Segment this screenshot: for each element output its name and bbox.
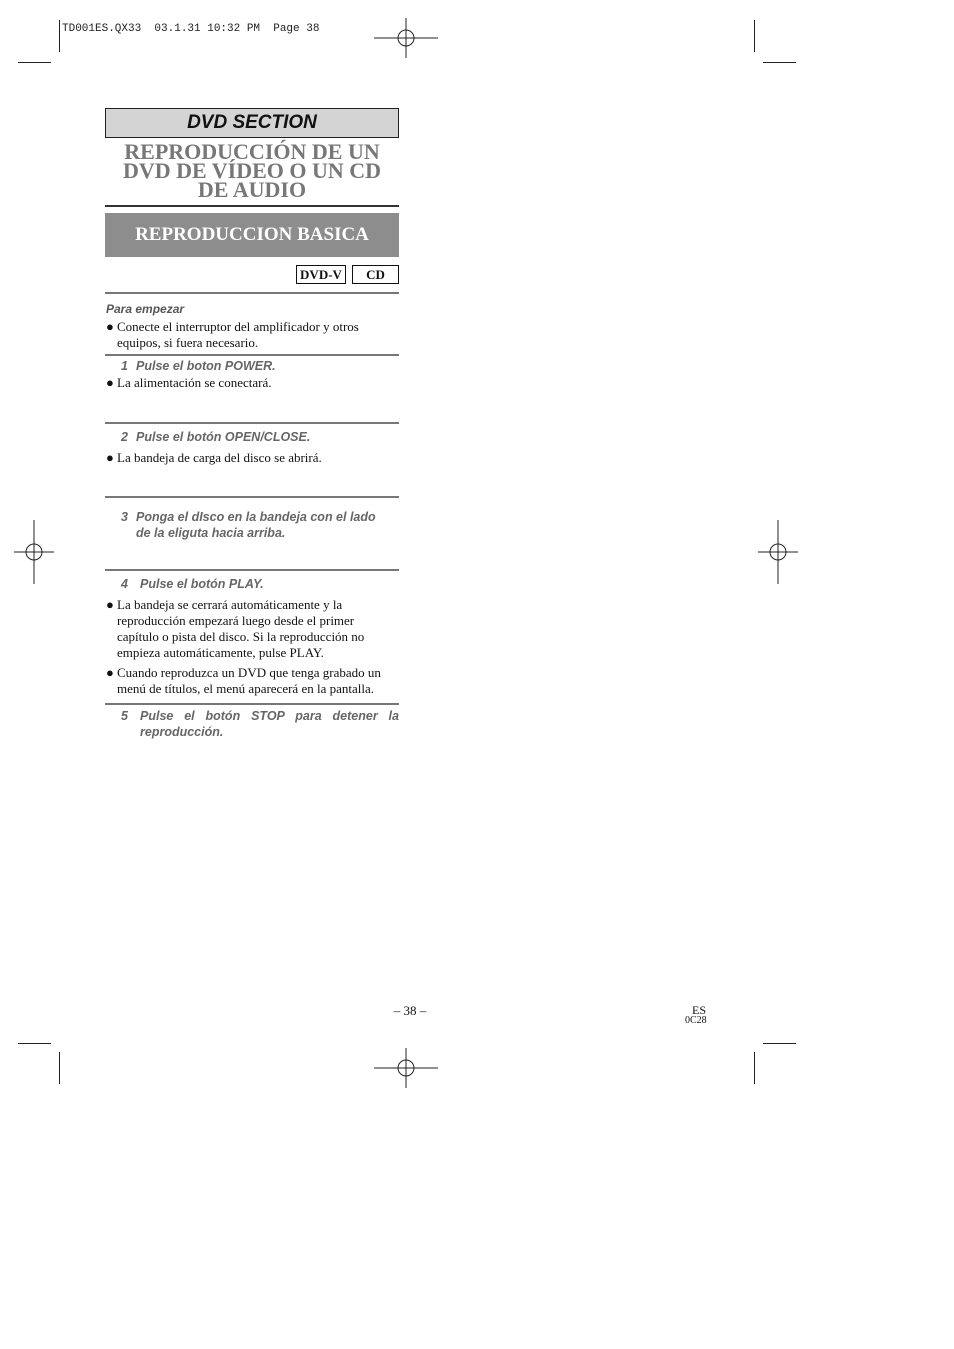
step-4 <box>121 576 399 592</box>
step-text: reproducción. <box>140 725 224 739</box>
list-item: ● La alimentación se conectará. <box>106 375 272 390</box>
subtitle: REPRODUCCION BASICA <box>105 213 399 257</box>
list-item: ● Conecte el interruptor del amplificador y otros equipos, si fuera necesario. <box>106 319 359 350</box>
step-number: 3 <box>121 510 128 524</box>
crop-mark <box>59 20 60 52</box>
step-text: de la eliguta hacia arriba. <box>136 526 286 540</box>
dvd-v-tag: DVD-V <box>296 265 346 284</box>
registration-mark-icon <box>758 520 798 584</box>
language-code: ES <box>692 1003 707 1017</box>
divider <box>105 496 399 498</box>
cd-tag: CD <box>352 265 399 284</box>
divider <box>105 354 399 356</box>
step-text: Pulse el botón STOP para detener la <box>140 709 399 723</box>
bullet-icon: ● <box>106 597 114 612</box>
crop-mark <box>18 1043 51 1044</box>
divider <box>105 703 399 705</box>
step-1 <box>121 358 399 374</box>
crop-mark <box>754 20 755 52</box>
step-5 <box>121 708 399 740</box>
crop-mark <box>18 62 51 63</box>
registration-mark-icon <box>374 18 438 58</box>
bullet-icon: ● <box>106 450 114 465</box>
step-text: Pulse el botón PLAY. <box>140 577 264 591</box>
crop-mark <box>763 1043 796 1044</box>
document-code: 0C28 <box>685 1015 707 1026</box>
list-item: ● Cuando reproduzca un DVD que tenga grabado un menú de títulos, el menú aparecerá en la pantalla. <box>106 665 381 696</box>
crop-mark <box>59 1052 60 1084</box>
title-line: REPRODUCCIÓN DE UN <box>124 139 380 164</box>
step-text: Pulse el botón OPEN/CLOSE. <box>136 430 311 444</box>
step-number: 5 <box>121 709 128 723</box>
list-item: ● La bandeja se cerrará automáticamente y la reproducción empezará luego desde el primer capítulo o pista del disco. Si la reproducción no empieza automáticamente, pulse PLAY. <box>106 597 365 660</box>
registration-mark-icon <box>14 520 54 584</box>
title-line: DE AUDIO <box>197 177 307 202</box>
divider <box>105 569 399 571</box>
step-3 <box>121 509 399 541</box>
bullet-icon: ● <box>106 665 114 680</box>
registration-mark-icon <box>374 1048 438 1088</box>
start-label: Para empezar <box>106 302 185 316</box>
page-title <box>105 139 399 202</box>
step-number: 4 <box>121 577 128 591</box>
bullet-icon: ● <box>106 375 114 390</box>
divider <box>105 422 399 424</box>
print-slug: TD001ES.QX33 03.1.31 10:32 PM Page 38 <box>62 23 320 35</box>
title-line: DVD DE VÍDEO O UN CD <box>122 158 382 183</box>
crop-mark <box>763 62 796 63</box>
step-text: Pulse el boton POWER. <box>136 359 276 373</box>
step-number: 1 <box>121 359 128 373</box>
section-label: DVD SECTION <box>105 108 399 138</box>
step-text: Ponga el dIsco en la bandeja con el lado <box>136 510 376 524</box>
list-item: ● La bandeja de carga del disco se abrirá. <box>106 450 322 465</box>
crop-mark <box>754 1052 755 1084</box>
step-2 <box>121 429 399 445</box>
title-rule <box>105 205 399 207</box>
bullet-icon: ● <box>106 319 114 334</box>
step-number: 2 <box>121 430 128 444</box>
divider <box>105 292 399 294</box>
page-number: – 38 – <box>393 1003 427 1018</box>
